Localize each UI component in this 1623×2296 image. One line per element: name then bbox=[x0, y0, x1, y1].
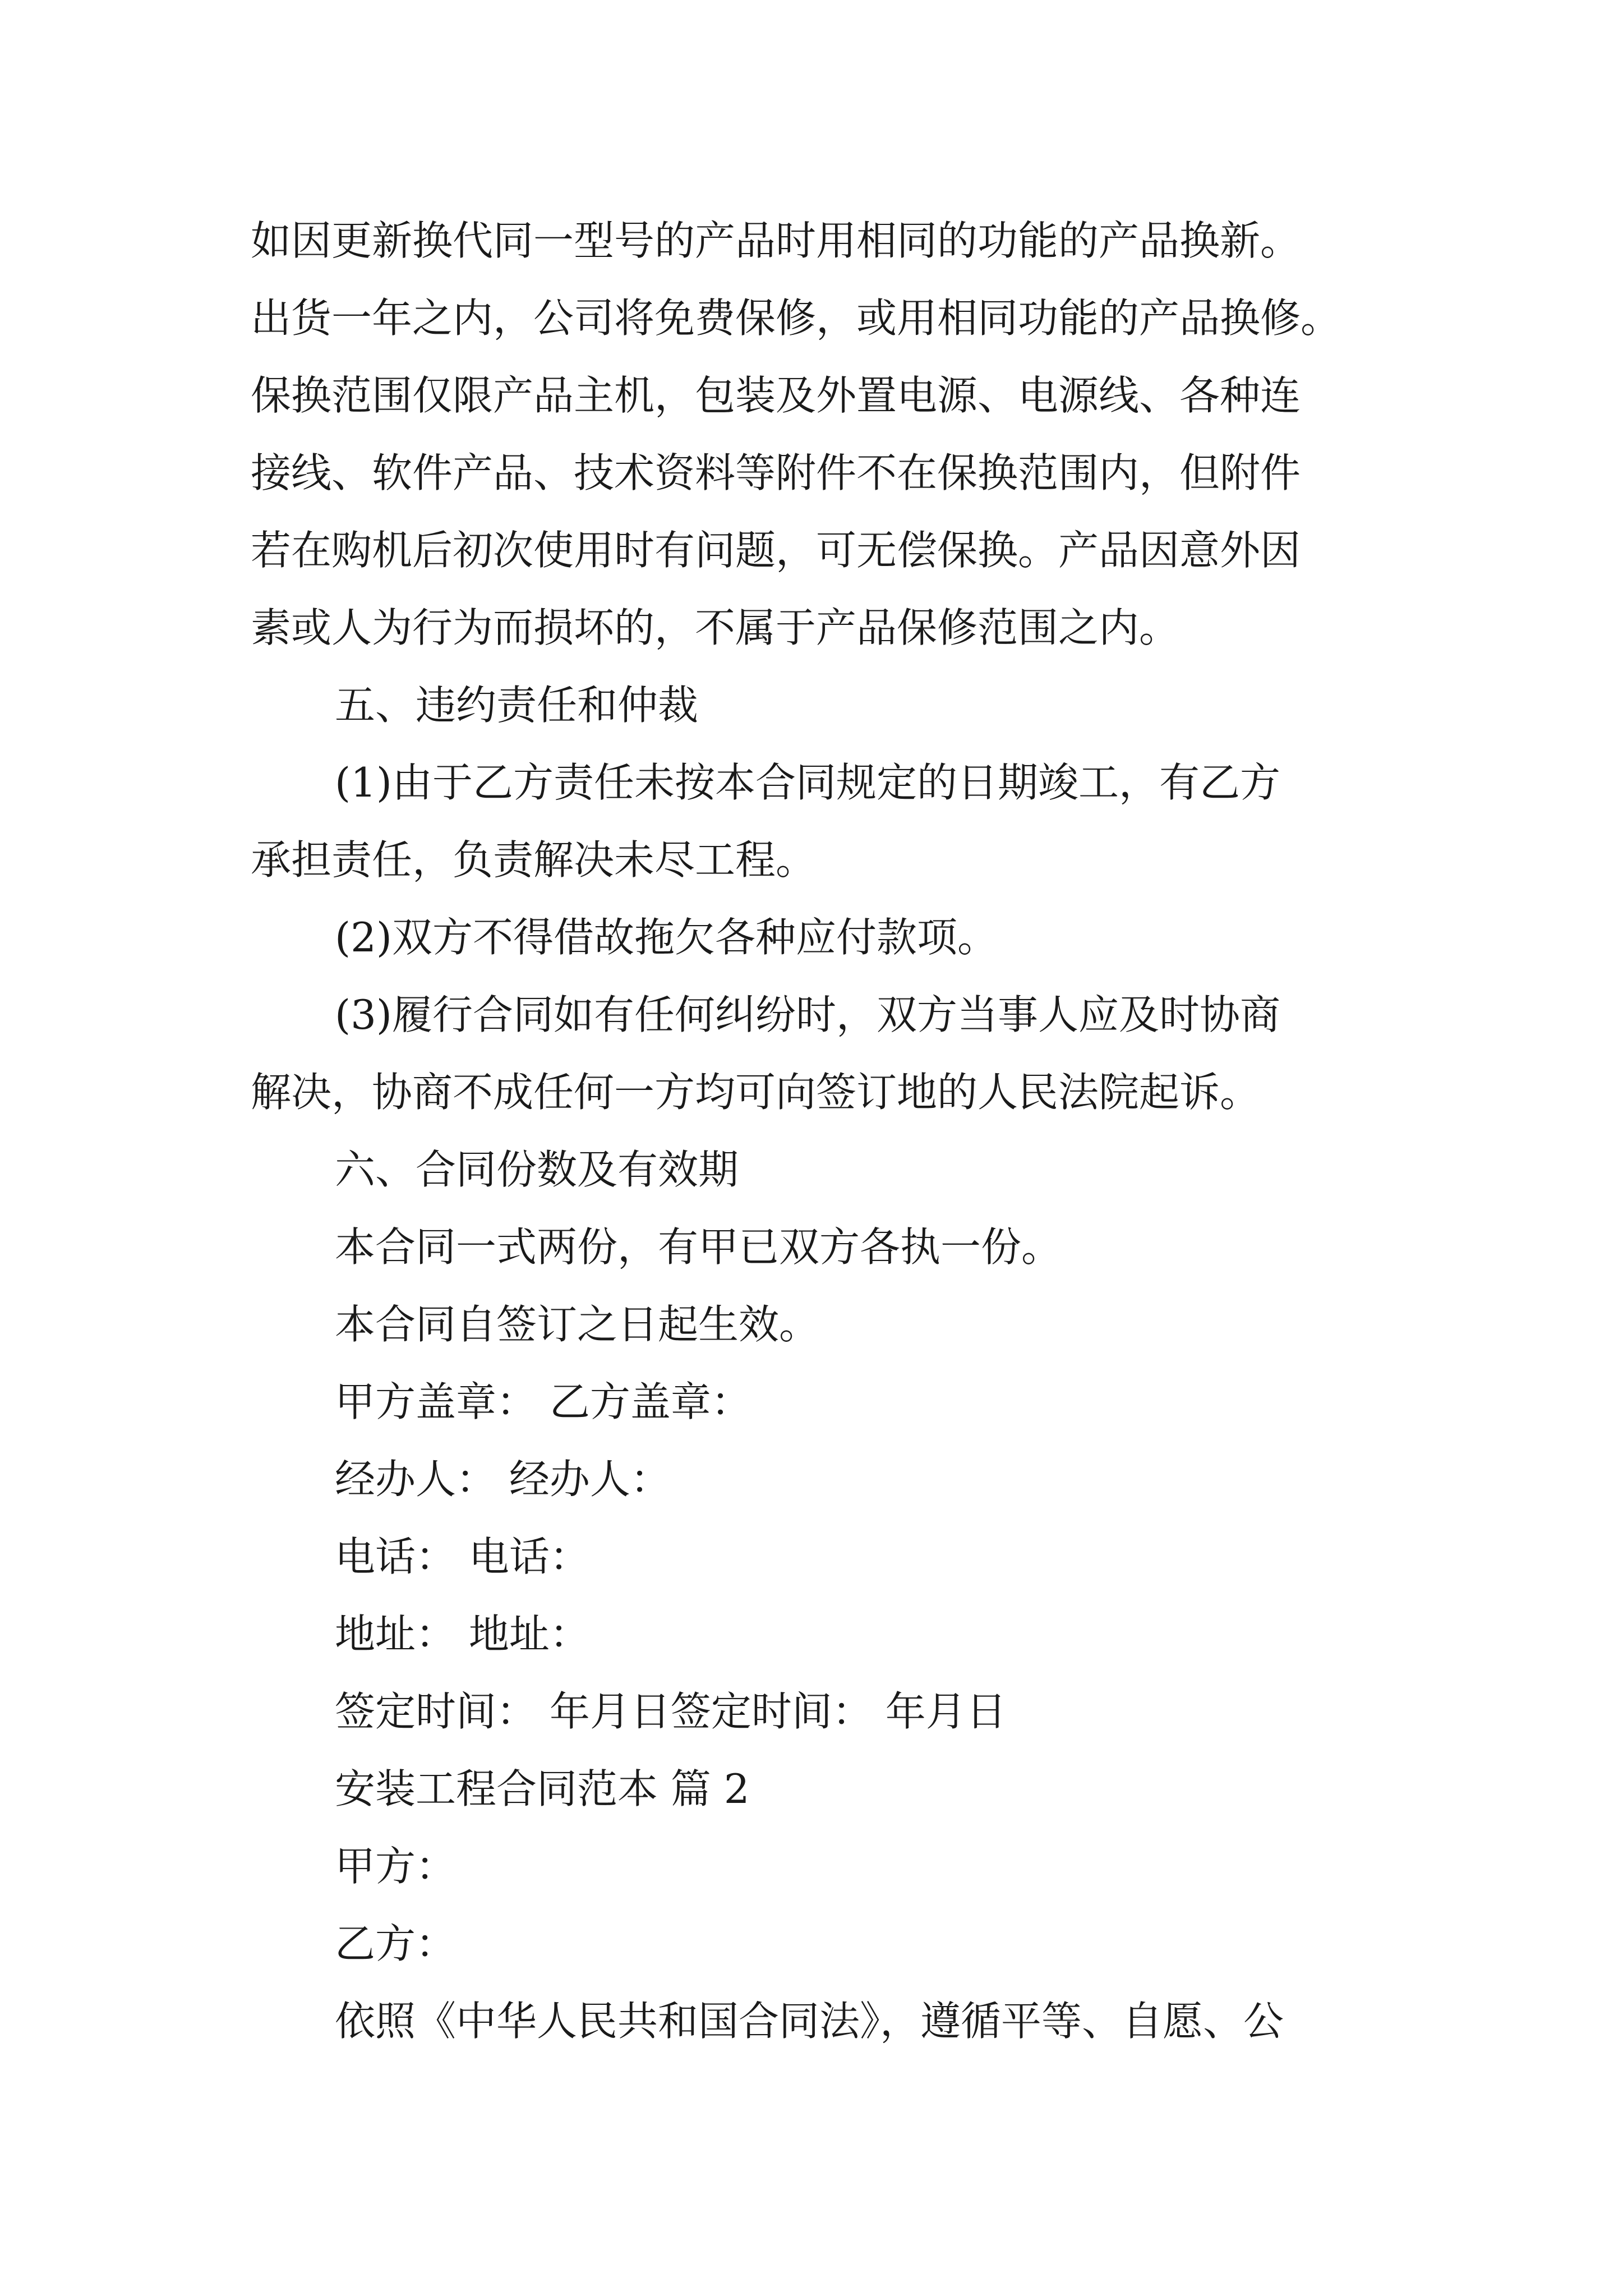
text-line: 接线、软件产品、技术资料等附件不在保换范围内，但附件 bbox=[251, 449, 1301, 496]
contract-title: 安装工程合同范本 篇 2 bbox=[335, 1765, 750, 1812]
text-line: 解决，协商不成任何一方均可向签订地的人民法院起诉。 bbox=[251, 1069, 1261, 1116]
section-heading-breach: 五、违约责任和仲裁 bbox=[335, 682, 699, 729]
section-heading-copies: 六、合同份数及有效期 bbox=[335, 1146, 739, 1193]
clause-3: (3)履行合同如有任何纠纷时，双方当事人应及时协商 bbox=[335, 991, 1280, 1038]
signature-agent-line: 经办人： 经办人： bbox=[335, 1456, 671, 1503]
text-line: 承担责任，负责解决未尽工程。 bbox=[251, 836, 817, 884]
document-body bbox=[251, 202, 1385, 2060]
signature-phone-line: 电话： 电话： bbox=[335, 1533, 590, 1580]
text-line: 出货一年之内，公司将免费保修，或用相同功能的产品换修。 bbox=[251, 295, 1341, 342]
signature-address-line: 地址： 地址： bbox=[335, 1611, 590, 1658]
clause-2: (2)双方不得借故拖欠各种应付款项。 bbox=[335, 914, 998, 961]
signature-date-line: 签定时间： 年月日签定时间： 年月日 bbox=[335, 1688, 1007, 1735]
text-line: 如因更新换代同一型号的产品时用相同的功能的产品换新。 bbox=[251, 217, 1301, 264]
text-line: 保换范围仅限产品主机，包装及外置电源、电源线、各种连 bbox=[251, 372, 1301, 419]
party-b-line: 乙方： bbox=[335, 1920, 457, 1967]
text-line: 若在购机后初次使用时有问题，可无偿保换。产品因意外因 bbox=[251, 527, 1301, 574]
clause-1: (1)由于乙方责任未按本合同规定的日期竣工，有乙方 bbox=[335, 759, 1280, 806]
text-line: 依照《中华人民共和国合同法》，遵循平等、自愿、公 bbox=[335, 1998, 1284, 2045]
signature-seal-line: 甲方盖章： 乙方盖章： bbox=[335, 1378, 751, 1425]
text-line: 本合同一式两份，有甲已双方各执一份。 bbox=[335, 1223, 1062, 1271]
text-line: 本合同自签订之日起生效。 bbox=[335, 1301, 820, 1348]
party-a-line: 甲方： bbox=[335, 1843, 457, 1890]
text-line: 素或人为行为而损坏的，不属于产品保修范围之内。 bbox=[251, 604, 1180, 651]
